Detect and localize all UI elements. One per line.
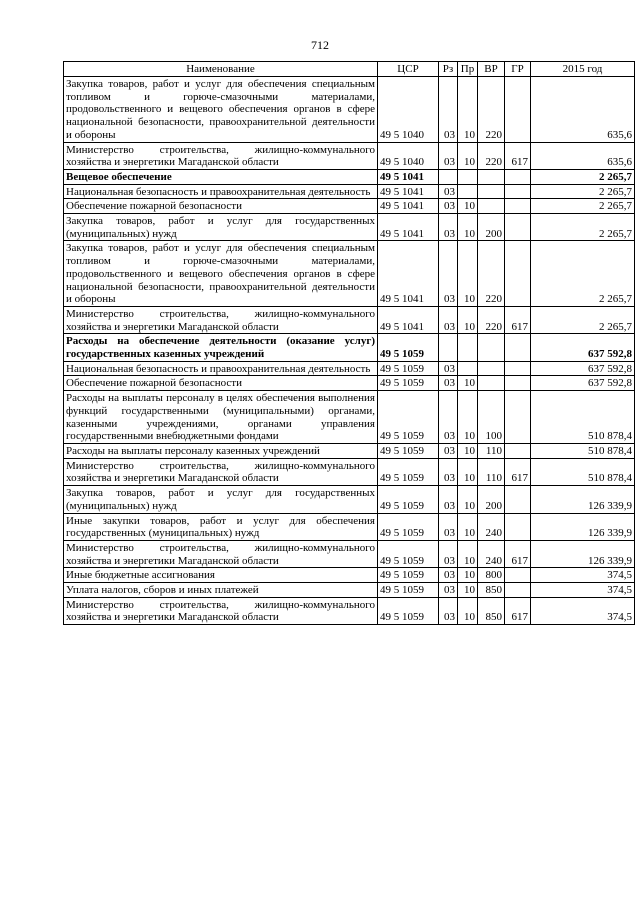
cell-name: Уплата налогов, сборов и иных платежей: [64, 583, 378, 598]
cell-gr: [505, 376, 531, 391]
cell-rz: 03: [439, 376, 458, 391]
cell-csr: 49 5 1059: [378, 540, 439, 567]
cell-gr: [505, 486, 531, 513]
cell-csr: 49 5 1059: [378, 334, 439, 361]
cell-amount: 126 339,9: [531, 513, 635, 540]
cell-rz: 03: [439, 568, 458, 583]
cell-rz: 03: [439, 443, 458, 458]
cell-csr: 49 5 1059: [378, 361, 439, 376]
cell-gr: [505, 583, 531, 598]
cell-name: Национальная безопасность и правоохранительная деятельность: [64, 184, 378, 199]
cell-gr: [505, 199, 531, 214]
table-row: [64, 169, 635, 184]
cell-amount: 510 878,4: [531, 391, 635, 444]
cell-pr: 10: [458, 568, 478, 583]
cell-rz: 03: [439, 583, 458, 598]
cell-amount: 637 592,8: [531, 361, 635, 376]
page-number: 712: [311, 38, 329, 52]
cell-csr: 49 5 1040: [378, 77, 439, 143]
header-name: Наименование: [64, 62, 378, 77]
cell-pr: 10: [458, 443, 478, 458]
cell-vr: 110: [478, 443, 505, 458]
cell-gr: [505, 334, 531, 361]
cell-vr: 100: [478, 391, 505, 444]
table-row: [64, 214, 635, 241]
cell-amount: 637 592,8: [531, 334, 635, 361]
cell-rz: [439, 169, 458, 184]
cell-name: Министерство строительства, жилищно-коммунального хозяйства и энергетики Магаданской области: [64, 597, 378, 624]
table-row: [64, 458, 635, 485]
header-gr: ГР: [505, 62, 531, 77]
cell-name: Расходы на выплаты персоналу казенных учреждений: [64, 443, 378, 458]
cell-pr: 10: [458, 376, 478, 391]
cell-gr: 617: [505, 540, 531, 567]
cell-rz: 03: [439, 77, 458, 143]
cell-name: Иные бюджетные ассигнования: [64, 568, 378, 583]
cell-name: Министерство строительства, жилищно-коммунального хозяйства и энергетики Магаданской области: [64, 458, 378, 485]
header-rz: Рз: [439, 62, 458, 77]
cell-gr: [505, 513, 531, 540]
cell-vr: 850: [478, 583, 505, 598]
cell-rz: 03: [439, 513, 458, 540]
cell-name: Расходы на выплаты персоналу в целях обеспечения выполнения функций государственными (муниципальными) органами, казенными учреждениями, органами управления государственными внебюджетными фондами: [64, 391, 378, 444]
cell-csr: 49 5 1040: [378, 142, 439, 169]
cell-rz: 03: [439, 306, 458, 333]
cell-amount: 637 592,8: [531, 376, 635, 391]
cell-name: Закупка товаров, работ и услуг для обеспечения специальным топливом и горюче-смазочными материалами, продовольственного и вещевого обеспечения органов в сфере национальной безопасности, правоохранительной деятельности и обороны: [64, 241, 378, 307]
cell-name: Министерство строительства, жилищно-коммунального хозяйства и энергетики Магаданской области: [64, 540, 378, 567]
cell-vr: 240: [478, 513, 505, 540]
cell-csr: 49 5 1041: [378, 169, 439, 184]
cell-vr: [478, 361, 505, 376]
cell-amount: 2 265,7: [531, 169, 635, 184]
cell-name: Национальная безопасность и правоохранительная деятельность: [64, 361, 378, 376]
cell-rz: 03: [439, 199, 458, 214]
cell-vr: [478, 199, 505, 214]
cell-csr: 49 5 1059: [378, 583, 439, 598]
cell-vr: 200: [478, 214, 505, 241]
cell-pr: 10: [458, 486, 478, 513]
cell-vr: [478, 334, 505, 361]
cell-csr: 49 5 1059: [378, 443, 439, 458]
cell-gr: 617: [505, 458, 531, 485]
cell-gr: [505, 77, 531, 143]
cell-csr: 49 5 1059: [378, 376, 439, 391]
cell-name: Закупка товаров, работ и услуг для государственных (муниципальных) нужд: [64, 486, 378, 513]
cell-name: Обеспечение пожарной безопасности: [64, 376, 378, 391]
table-row: [64, 361, 635, 376]
cell-vr: [478, 184, 505, 199]
cell-csr: 49 5 1041: [378, 241, 439, 307]
cell-amount: 635,6: [531, 142, 635, 169]
table-row: [64, 597, 635, 624]
table-row: [64, 184, 635, 199]
cell-amount: 635,6: [531, 77, 635, 143]
cell-rz: 03: [439, 142, 458, 169]
cell-vr: [478, 376, 505, 391]
cell-amount: 2 265,7: [531, 241, 635, 307]
cell-name: Министерство строительства, жилищно-коммунального хозяйства и энергетики Магаданской области: [64, 142, 378, 169]
cell-gr: [505, 391, 531, 444]
table-row: [64, 443, 635, 458]
budget-table: [63, 61, 635, 625]
cell-amount: 374,5: [531, 583, 635, 598]
cell-vr: 220: [478, 142, 505, 169]
cell-rz: 03: [439, 391, 458, 444]
cell-gr: 617: [505, 306, 531, 333]
cell-rz: 03: [439, 486, 458, 513]
cell-rz: 03: [439, 184, 458, 199]
cell-rz: [439, 334, 458, 361]
cell-gr: [505, 184, 531, 199]
cell-csr: 49 5 1059: [378, 513, 439, 540]
cell-csr: 49 5 1059: [378, 486, 439, 513]
table-header-row: [64, 62, 635, 77]
cell-pr: 10: [458, 77, 478, 143]
cell-pr: 10: [458, 214, 478, 241]
cell-csr: 49 5 1059: [378, 458, 439, 485]
cell-gr: 617: [505, 597, 531, 624]
header-csr: ЦСР: [378, 62, 439, 77]
cell-pr: 10: [458, 597, 478, 624]
cell-pr: [458, 184, 478, 199]
cell-amount: 126 339,9: [531, 540, 635, 567]
cell-pr: 10: [458, 199, 478, 214]
cell-vr: 220: [478, 241, 505, 307]
cell-amount: 374,5: [531, 597, 635, 624]
table-row: [64, 77, 635, 143]
cell-vr: 240: [478, 540, 505, 567]
cell-rz: 03: [439, 361, 458, 376]
cell-rz: 03: [439, 458, 458, 485]
cell-pr: 10: [458, 583, 478, 598]
cell-rz: 03: [439, 214, 458, 241]
cell-gr: [505, 443, 531, 458]
cell-pr: 10: [458, 142, 478, 169]
cell-rz: 03: [439, 241, 458, 307]
cell-name: Министерство строительства, жилищно-коммунального хозяйства и энергетики Магаданской области: [64, 306, 378, 333]
cell-pr: 10: [458, 513, 478, 540]
header-vr: ВР: [478, 62, 505, 77]
cell-pr: [458, 334, 478, 361]
cell-gr: 617: [505, 142, 531, 169]
table-body: [64, 77, 635, 625]
cell-vr: 220: [478, 77, 505, 143]
cell-pr: 10: [458, 306, 478, 333]
table-row: [64, 376, 635, 391]
table-row: [64, 486, 635, 513]
cell-vr: 800: [478, 568, 505, 583]
cell-name: Вещевое обеспечение: [64, 169, 378, 184]
table-row: [64, 241, 635, 307]
cell-csr: 49 5 1059: [378, 391, 439, 444]
table-row: [64, 142, 635, 169]
cell-gr: [505, 361, 531, 376]
cell-vr: [478, 169, 505, 184]
cell-csr: 49 5 1041: [378, 306, 439, 333]
cell-gr: [505, 214, 531, 241]
cell-csr: 49 5 1059: [378, 597, 439, 624]
cell-gr: [505, 568, 531, 583]
cell-gr: [505, 169, 531, 184]
cell-pr: 10: [458, 391, 478, 444]
table-row: [64, 391, 635, 444]
cell-csr: 49 5 1041: [378, 214, 439, 241]
cell-vr: 850: [478, 597, 505, 624]
table-row: [64, 199, 635, 214]
cell-amount: 2 265,7: [531, 306, 635, 333]
header-year: 2015 год: [531, 62, 635, 77]
cell-amount: 374,5: [531, 568, 635, 583]
cell-csr: 49 5 1059: [378, 568, 439, 583]
cell-vr: 110: [478, 458, 505, 485]
table-row: [64, 540, 635, 567]
cell-pr: 10: [458, 241, 478, 307]
cell-name: Иные закупки товаров, работ и услуг для обеспечения государственных (муниципальных) нужд: [64, 513, 378, 540]
cell-amount: 2 265,7: [531, 199, 635, 214]
cell-vr: 200: [478, 486, 505, 513]
cell-csr: 49 5 1041: [378, 199, 439, 214]
cell-name: Закупка товаров, работ и услуг для государственных (муниципальных) нужд: [64, 214, 378, 241]
cell-pr: 10: [458, 458, 478, 485]
cell-name: Обеспечение пожарной безопасности: [64, 199, 378, 214]
cell-gr: [505, 241, 531, 307]
cell-amount: 2 265,7: [531, 214, 635, 241]
header-pr: Пр: [458, 62, 478, 77]
cell-rz: 03: [439, 540, 458, 567]
cell-name: Закупка товаров, работ и услуг для обеспечения специальным топливом и горюче-смазочными материалами, продовольственного и вещевого обеспечения органов в сфере национальной безопасности, правоохранительной деятельности и обороны: [64, 77, 378, 143]
table-row: [64, 334, 635, 361]
cell-pr: [458, 169, 478, 184]
cell-csr: 49 5 1041: [378, 184, 439, 199]
cell-rz: 03: [439, 597, 458, 624]
table-row: [64, 513, 635, 540]
table-row: [64, 583, 635, 598]
cell-amount: 510 878,4: [531, 458, 635, 485]
cell-amount: 510 878,4: [531, 443, 635, 458]
cell-pr: 10: [458, 540, 478, 567]
cell-name: Расходы на обеспечение деятельности (оказание услуг) государственных казенных учреждений: [64, 334, 378, 361]
cell-amount: 2 265,7: [531, 184, 635, 199]
table-row: [64, 568, 635, 583]
cell-amount: 126 339,9: [531, 486, 635, 513]
cell-vr: 220: [478, 306, 505, 333]
cell-pr: [458, 361, 478, 376]
table-row: [64, 306, 635, 333]
